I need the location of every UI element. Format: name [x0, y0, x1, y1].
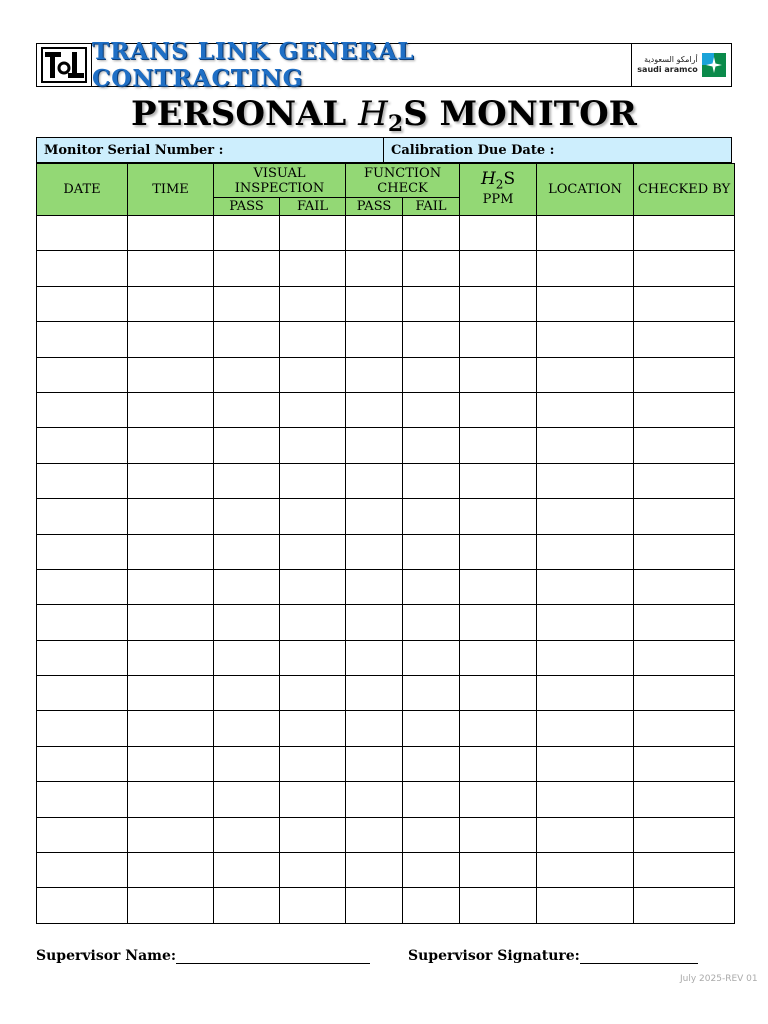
cell-function-pass[interactable] — [346, 676, 403, 711]
cell-time[interactable] — [128, 357, 214, 392]
cell-visual-fail[interactable] — [280, 463, 346, 498]
table-row — [37, 286, 735, 321]
title-suffix: MONITOR — [439, 94, 637, 134]
cell-visual-fail[interactable] — [280, 853, 346, 888]
cell-time[interactable] — [128, 428, 214, 463]
cell-visual-pass[interactable] — [214, 711, 280, 746]
cell-checked-by[interactable] — [634, 534, 735, 569]
cell-function-fail[interactable] — [403, 888, 460, 923]
cell-location[interactable] — [537, 322, 634, 357]
cell-location[interactable] — [537, 676, 634, 711]
col-visual-inspection-header: VISUAL INSPECTION — [214, 164, 346, 198]
cell-location[interactable] — [537, 286, 634, 321]
cell-date[interactable] — [37, 428, 128, 463]
table-row — [37, 322, 735, 357]
cell-time[interactable] — [128, 817, 214, 852]
cell-time[interactable] — [128, 463, 214, 498]
cell-date[interactable] — [37, 605, 128, 640]
table-row — [37, 605, 735, 640]
cell-visual-pass[interactable] — [214, 888, 280, 923]
cell-function-pass[interactable] — [346, 286, 403, 321]
cell-function-fail[interactable] — [403, 853, 460, 888]
cell-time[interactable] — [128, 605, 214, 640]
cell-visual-fail[interactable] — [280, 251, 346, 286]
calibration-date-field[interactable] — [384, 138, 731, 162]
cell-checked-by[interactable] — [634, 216, 735, 251]
cell-time[interactable] — [128, 499, 214, 534]
cell-visual-pass[interactable] — [214, 676, 280, 711]
cell-visual-fail[interactable] — [280, 428, 346, 463]
info-row — [36, 137, 732, 163]
cell-visual-pass[interactable] — [214, 322, 280, 357]
table-row — [37, 817, 735, 852]
cell-date[interactable] — [37, 817, 128, 852]
cell-checked-by[interactable] — [634, 888, 735, 923]
supervisor-name-line[interactable] — [176, 950, 370, 964]
cell-h2s-ppm[interactable] — [460, 711, 537, 746]
cell-location[interactable] — [537, 392, 634, 427]
cell-function-fail[interactable] — [403, 605, 460, 640]
supervisor-name-label: Supervisor Name: — [36, 948, 177, 964]
cell-checked-by[interactable] — [634, 782, 735, 817]
cell-function-pass[interactable] — [346, 569, 403, 604]
cell-function-fail[interactable] — [403, 357, 460, 392]
cell-visual-fail[interactable] — [280, 746, 346, 781]
cell-checked-by[interactable] — [634, 499, 735, 534]
title-s: S — [403, 94, 428, 134]
cell-visual-pass[interactable] — [214, 463, 280, 498]
cell-visual-pass[interactable] — [214, 782, 280, 817]
cell-visual-fail[interactable] — [280, 357, 346, 392]
cell-function-fail[interactable] — [403, 463, 460, 498]
cell-date[interactable] — [37, 392, 128, 427]
cell-location[interactable] — [537, 853, 634, 888]
cell-visual-pass[interactable] — [214, 286, 280, 321]
serial-number-label: Monitor Serial Number : — [44, 142, 224, 158]
cell-function-fail[interactable] — [403, 817, 460, 852]
cell-h2s-ppm[interactable] — [460, 534, 537, 569]
cell-function-pass[interactable] — [346, 711, 403, 746]
cell-visual-pass[interactable] — [214, 534, 280, 569]
cell-function-pass[interactable] — [346, 428, 403, 463]
revision-label: July 2025-REV 01 — [680, 974, 758, 984]
log-body — [37, 216, 735, 924]
cell-time[interactable] — [128, 676, 214, 711]
cell-function-pass[interactable] — [346, 605, 403, 640]
cell-function-pass[interactable] — [346, 888, 403, 923]
cell-function-fail[interactable] — [403, 640, 460, 675]
cell-function-fail[interactable] — [403, 428, 460, 463]
cell-checked-by[interactable] — [634, 569, 735, 604]
cell-h2s-ppm[interactable] — [460, 392, 537, 427]
cell-function-fail[interactable] — [403, 216, 460, 251]
cell-function-pass[interactable] — [346, 534, 403, 569]
table-row — [37, 640, 735, 675]
cell-checked-by[interactable] — [634, 392, 735, 427]
cell-h2s-ppm[interactable] — [460, 251, 537, 286]
aramco-english-text: saudi aramco — [637, 65, 698, 74]
supervisor-name-block — [36, 948, 370, 964]
table-row — [37, 499, 735, 534]
table-row — [37, 357, 735, 392]
cell-visual-fail[interactable] — [280, 711, 346, 746]
visual-pass-header: PASS — [214, 198, 280, 216]
table-row — [37, 534, 735, 569]
cell-time[interactable] — [128, 853, 214, 888]
cell-location[interactable] — [537, 499, 634, 534]
title-h: H — [358, 94, 388, 134]
cell-h2s-ppm[interactable] — [460, 463, 537, 498]
cell-date[interactable] — [37, 782, 128, 817]
cell-date[interactable] — [37, 676, 128, 711]
visual-fail-header: FAIL — [280, 198, 346, 216]
calibration-date-label: Calibration Due Date : — [391, 142, 555, 158]
cell-function-pass[interactable] — [346, 817, 403, 852]
function-fail-header: FAIL — [403, 198, 460, 216]
col-date-header: DATE — [37, 164, 128, 216]
title-prefix: PERSONAL — [131, 94, 347, 134]
table-row — [37, 853, 735, 888]
cell-visual-fail[interactable] — [280, 888, 346, 923]
aramco-star-icon — [702, 53, 726, 77]
cell-checked-by[interactable] — [634, 605, 735, 640]
table-row — [37, 711, 735, 746]
cell-date[interactable] — [37, 569, 128, 604]
cell-visual-pass[interactable] — [214, 357, 280, 392]
supervisor-signature-block — [408, 948, 698, 964]
cell-visual-fail[interactable] — [280, 569, 346, 604]
cell-visual-pass[interactable] — [214, 605, 280, 640]
cell-location[interactable] — [537, 817, 634, 852]
cell-function-pass[interactable] — [346, 499, 403, 534]
cell-date[interactable] — [37, 640, 128, 675]
saudi-aramco-logo — [631, 44, 731, 86]
h2s-s: S — [503, 168, 516, 189]
cell-function-pass[interactable] — [346, 392, 403, 427]
cell-function-pass[interactable] — [346, 322, 403, 357]
cell-date[interactable] — [37, 216, 128, 251]
cell-h2s-ppm[interactable] — [460, 676, 537, 711]
table-row — [37, 569, 735, 604]
cell-location[interactable] — [537, 534, 634, 569]
cell-function-fail[interactable] — [403, 746, 460, 781]
cell-checked-by[interactable] — [634, 286, 735, 321]
cell-function-pass[interactable] — [346, 251, 403, 286]
cell-h2s-ppm[interactable] — [460, 216, 537, 251]
cell-location[interactable] — [537, 569, 634, 604]
cell-location[interactable] — [537, 888, 634, 923]
cell-h2s-ppm[interactable] — [460, 888, 537, 923]
cell-date[interactable] — [37, 286, 128, 321]
cell-visual-fail[interactable] — [280, 392, 346, 427]
cell-checked-by[interactable] — [634, 853, 735, 888]
translink-logo — [37, 44, 92, 86]
col-function-check-header: FUNCTION CHECK — [346, 164, 460, 198]
cell-date[interactable] — [37, 746, 128, 781]
cell-location[interactable] — [537, 711, 634, 746]
cell-time[interactable] — [128, 711, 214, 746]
cell-visual-fail[interactable] — [280, 216, 346, 251]
col-checked-by-header: CHECKED BY — [634, 164, 735, 216]
cell-time[interactable] — [128, 569, 214, 604]
cell-function-fail[interactable] — [403, 782, 460, 817]
cell-date[interactable] — [37, 711, 128, 746]
cell-checked-by[interactable] — [634, 711, 735, 746]
supervisor-signature-line[interactable] — [580, 950, 698, 964]
cell-time[interactable] — [128, 251, 214, 286]
serial-number-field[interactable] — [37, 138, 384, 162]
cell-visual-fail[interactable] — [280, 782, 346, 817]
table-row — [37, 392, 735, 427]
cell-function-pass[interactable] — [346, 463, 403, 498]
cell-h2s-ppm[interactable] — [460, 428, 537, 463]
table-row — [37, 746, 735, 781]
cell-h2s-ppm[interactable] — [460, 322, 537, 357]
cell-function-fail[interactable] — [403, 392, 460, 427]
cell-h2s-ppm[interactable] — [460, 817, 537, 852]
cell-function-fail[interactable] — [403, 534, 460, 569]
cell-h2s-ppm[interactable] — [460, 782, 537, 817]
cell-location[interactable] — [537, 428, 634, 463]
cell-function-pass[interactable] — [346, 746, 403, 781]
cell-visual-pass[interactable] — [214, 428, 280, 463]
cell-visual-fail[interactable] — [280, 322, 346, 357]
cell-date[interactable] — [37, 534, 128, 569]
table-row — [37, 216, 735, 251]
cell-visual-pass[interactable] — [214, 251, 280, 286]
cell-visual-fail[interactable] — [280, 286, 346, 321]
cell-visual-pass[interactable] — [214, 392, 280, 427]
cell-h2s-ppm[interactable] — [460, 357, 537, 392]
cell-date[interactable] — [37, 853, 128, 888]
company-name: TRANS LINK GENERAL CONTRACTING — [92, 38, 415, 92]
cell-time[interactable] — [128, 534, 214, 569]
cell-h2s-ppm[interactable] — [460, 853, 537, 888]
cell-date[interactable] — [37, 499, 128, 534]
cell-function-fail[interactable] — [403, 322, 460, 357]
ppm-label: PPM — [482, 192, 514, 208]
cell-checked-by[interactable] — [634, 322, 735, 357]
cell-checked-by[interactable] — [634, 357, 735, 392]
title-subscript: 2 — [387, 111, 404, 137]
cell-function-fail[interactable] — [403, 286, 460, 321]
table-row — [37, 428, 735, 463]
cell-checked-by[interactable] — [634, 676, 735, 711]
cell-function-pass[interactable] — [346, 853, 403, 888]
cell-visual-pass[interactable] — [214, 853, 280, 888]
cell-time[interactable] — [128, 888, 214, 923]
cell-time[interactable] — [128, 392, 214, 427]
cell-location[interactable] — [537, 640, 634, 675]
cell-time[interactable] — [128, 286, 214, 321]
cell-checked-by[interactable] — [634, 640, 735, 675]
function-pass-header: PASS — [346, 198, 403, 216]
cell-function-pass[interactable] — [346, 357, 403, 392]
table-row — [37, 676, 735, 711]
cell-date[interactable] — [37, 251, 128, 286]
cell-visual-pass[interactable] — [214, 746, 280, 781]
cell-function-pass[interactable] — [346, 782, 403, 817]
cell-date[interactable] — [37, 888, 128, 923]
cell-function-fail[interactable] — [403, 711, 460, 746]
table-row — [37, 782, 735, 817]
cell-checked-by[interactable] — [634, 463, 735, 498]
cell-location[interactable] — [537, 746, 634, 781]
cell-date[interactable] — [37, 357, 128, 392]
cell-checked-by[interactable] — [634, 817, 735, 852]
cell-visual-pass[interactable] — [214, 216, 280, 251]
col-h2s-ppm-header — [460, 164, 537, 216]
cell-checked-by[interactable] — [634, 746, 735, 781]
cell-visual-fail[interactable] — [280, 499, 346, 534]
cell-function-pass[interactable] — [346, 216, 403, 251]
cell-h2s-ppm[interactable] — [460, 569, 537, 604]
cell-function-fail[interactable] — [403, 569, 460, 604]
cell-location[interactable] — [537, 357, 634, 392]
cell-function-pass[interactable] — [346, 640, 403, 675]
cell-time[interactable] — [128, 322, 214, 357]
table-row — [37, 251, 735, 286]
cell-location[interactable] — [537, 782, 634, 817]
cell-function-fail[interactable] — [403, 676, 460, 711]
aramco-arabic-text: أرامكو السعودية — [644, 55, 698, 64]
header — [36, 38, 732, 92]
cell-time[interactable] — [128, 216, 214, 251]
cell-h2s-ppm[interactable] — [460, 605, 537, 640]
cell-location[interactable] — [537, 251, 634, 286]
cell-checked-by[interactable] — [634, 428, 735, 463]
cell-location[interactable] — [537, 216, 634, 251]
cell-time[interactable] — [128, 640, 214, 675]
page-title — [36, 93, 732, 135]
cell-visual-pass[interactable] — [214, 569, 280, 604]
monitor-log-table — [36, 163, 735, 924]
h2s-sub: 2 — [495, 177, 504, 192]
cell-location[interactable] — [537, 605, 634, 640]
cell-visual-fail[interactable] — [280, 605, 346, 640]
cell-visual-fail[interactable] — [280, 534, 346, 569]
translink-logo-icon — [40, 46, 88, 84]
cell-visual-pass[interactable] — [214, 499, 280, 534]
cell-time[interactable] — [128, 782, 214, 817]
table-row — [37, 463, 735, 498]
cell-h2s-ppm[interactable] — [460, 286, 537, 321]
cell-visual-pass[interactable] — [214, 640, 280, 675]
cell-visual-pass[interactable] — [214, 817, 280, 852]
cell-function-fail[interactable] — [403, 251, 460, 286]
cell-visual-fail[interactable] — [280, 817, 346, 852]
cell-date[interactable] — [37, 463, 128, 498]
cell-visual-fail[interactable] — [280, 676, 346, 711]
cell-date[interactable] — [37, 322, 128, 357]
table-row — [37, 888, 735, 923]
cell-time[interactable] — [128, 746, 214, 781]
cell-h2s-ppm[interactable] — [460, 746, 537, 781]
cell-checked-by[interactable] — [634, 251, 735, 286]
cell-visual-fail[interactable] — [280, 640, 346, 675]
cell-function-fail[interactable] — [403, 499, 460, 534]
supervisor-signature-label: Supervisor Signature: — [408, 948, 580, 964]
col-location-header: LOCATION — [537, 164, 634, 216]
cell-h2s-ppm[interactable] — [460, 499, 537, 534]
h2s-h: H — [480, 168, 496, 189]
cell-h2s-ppm[interactable] — [460, 640, 537, 675]
cell-location[interactable] — [537, 463, 634, 498]
col-time-header: TIME — [128, 164, 214, 216]
